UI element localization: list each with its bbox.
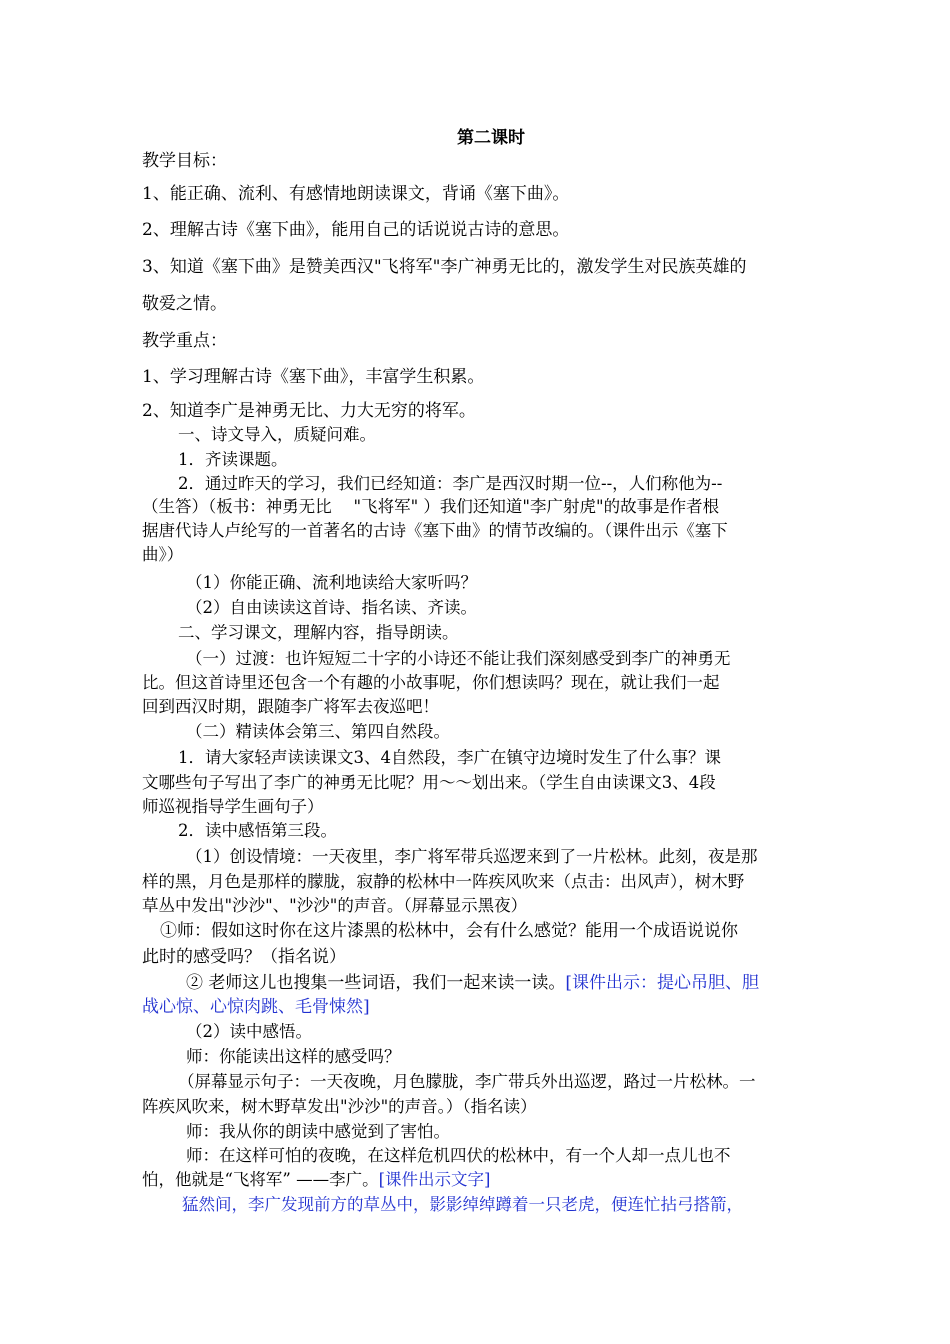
body-text: ② 老师这儿也搜集一些词语，我们一起来读一读。 xyxy=(186,973,566,993)
body-line: （1）创设情境：一天夜里，李广将军带兵巡逻来到了一片松林。此刻，夜是那 xyxy=(186,847,758,866)
body-line: 草丛中发出"沙沙"、"沙沙"的声音。（屏幕显示黑夜） xyxy=(142,896,528,915)
body-line: 回到西汉时期，跟随李广将军去夜巡吧！ xyxy=(142,697,439,716)
body-line: 师：在这样可怕的夜晚，在这样危机四伏的松林中，有一个人却一点儿也不 xyxy=(186,1146,731,1165)
body-line: 师：我从你的朗读中感觉到了害怕。 xyxy=(186,1122,450,1141)
body-line xyxy=(186,972,759,994)
body-line: 文哪些句子写出了李广的神勇无比呢？用～～划出来。（学生自由读课文3、4段 xyxy=(142,773,716,792)
body-line: （1）你能正确、流利地读给大家听吗？ xyxy=(186,573,477,592)
body-line: 2．读中感悟第三段。 xyxy=(178,821,337,840)
focus-line: 2、知道李广是神勇无比、力大无穷的将军。 xyxy=(142,401,476,421)
body-line: 师巡视指导学生画句子） xyxy=(142,797,324,816)
body-line: 曲》） xyxy=(142,545,184,564)
page-title: 第二课时 xyxy=(457,128,525,148)
courseware-text-line: 猛然间，李广发现前方的草丛中，影影绰绰蹲着一只老虎，便连忙拈弓搭箭， xyxy=(182,1195,743,1214)
courseware-cue-continued: 战心惊、心惊肉跳、毛骨悚然] xyxy=(142,997,370,1017)
body-line: 样的黑，月色是那样的朦胧，寂静的松林中一阵疾风吹来（点击：出风声），树木野 xyxy=(142,872,745,891)
goals-heading: 教学目标： xyxy=(142,151,227,171)
focus-line: 1、学习理解古诗《塞下曲》，丰富学生积累。 xyxy=(142,367,485,387)
body-line xyxy=(142,1169,491,1191)
body-line: 比。但这首诗里还包含一个有趣的小故事呢，你们想读吗？现在，就让我们一起 xyxy=(142,673,720,692)
body-line: ①师：假如这时你在这片漆黑的松林中，会有什么感觉？能用一个成语说说你 xyxy=(160,921,738,941)
body-line: 一、诗文导入，质疑问难。 xyxy=(178,425,376,444)
goal-line: 3、知道《塞下曲》是赞美西汉"飞将军"李广神勇无比的，激发学生对民族英雄的 xyxy=(142,257,747,277)
body-line: 1．齐读课题。 xyxy=(178,450,288,469)
focus-heading: 教学重点： xyxy=(142,331,227,351)
body-text: 怕，他就是“飞将军” ——李广。 xyxy=(142,1170,379,1189)
body-line: 此时的感受吗？（指名说） xyxy=(142,947,346,967)
body-line: 据唐代诗人卢纶写的一首著名的古诗《塞下曲》的情节改编的。（课件出示《塞下 xyxy=(142,521,728,540)
body-line: （一）过渡：也许短短二十字的小诗还不能让我们深刻感受到李广的神勇无 xyxy=(186,649,731,668)
goal-line: 1、能正确、流利、有感情地朗读课文，背诵《塞下曲》。 xyxy=(142,184,570,204)
body-line: （生答）（板书：神勇无比 "飞将军" ）我们还知道"李广射虎"的故事是作者根 xyxy=(142,497,720,516)
body-line: 师：你能读出这样的感受吗？ xyxy=(186,1047,401,1066)
body-line: 阵疾风吹来，树木野草发出"沙沙"的声音。）（指名读） xyxy=(142,1097,537,1116)
body-line: 2．通过昨天的学习，我们已经知道：李广是西汉时期一位--，人们称他为-- xyxy=(178,474,723,493)
goal-line: 2、理解古诗《塞下曲》，能用自己的话说说古诗的意思。 xyxy=(142,220,570,240)
body-line: （2）自由读读这首诗、指名读、齐读。 xyxy=(186,598,477,617)
body-line: 1．请大家轻声读读课文3、4自然段，李广在镇守边境时发生了什么事？课 xyxy=(178,748,721,767)
body-line: 二、学习课文，理解内容，指导朗读。 xyxy=(178,623,459,642)
courseware-cue: [课件出示文字] xyxy=(378,1170,491,1189)
courseware-cue: [课件出示：提心吊胆、胆 xyxy=(565,973,760,993)
body-line: （屏幕显示句子：一天夜晚，月色朦胧，李广带兵外出巡逻，路过一片松林。一 xyxy=(178,1072,756,1091)
goal-line: 敬爱之情。 xyxy=(142,294,227,314)
body-line: （2）读中感悟。 xyxy=(186,1022,312,1041)
body-line: （二）精读体会第三、第四自然段。 xyxy=(186,722,450,741)
